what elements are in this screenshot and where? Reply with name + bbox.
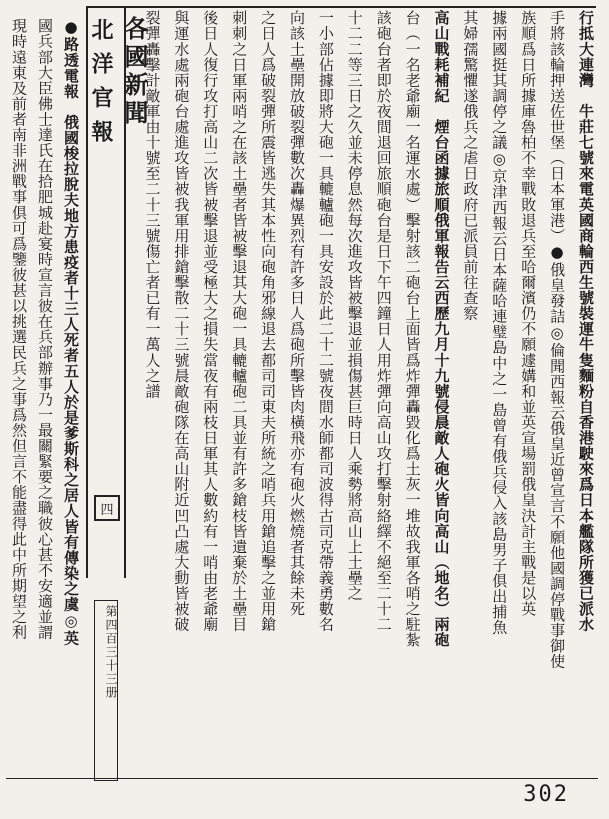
page-number: 302 — [523, 782, 569, 807]
text-column: 據兩國挺其調停之議◎京津西報云日本薩哈連璧島中之一島曾有俄兵侵入該島男子俱出捕魚 — [490, 10, 509, 635]
text-column: 台（一名老爺廟一名運水處）擊射該二砲台上面皆爲炸彈轟毀化爲土灰一堆故我軍各哨之駐紮 — [403, 10, 422, 648]
text-column: 手將該輪押送佐世堡（日本軍港）●俄皇發詰◎倫聞西報云俄皇近曾宣言不願他國調停戰事御使 — [548, 10, 567, 670]
banner-issue-label: 第四百三十三册 — [94, 600, 118, 781]
text-column: 族順爲日所據庫魯柏不幸戰敗退兵至哈爾濱仍不願遽媾和並英宣場罰俄皇決計主戰是以英 — [519, 10, 538, 617]
text-column: 後日人復行攻打高山二次皆被擊退並受極大之損失當夜有兩枝日軍其人數約有一哨由老爺廟 — [201, 10, 220, 632]
text-column: 十二二等三日之久並未停息然每次進攻皆被擊退並損傷甚巨時日人乘勢將高山上土壘之 — [345, 10, 364, 601]
text-column: 國兵部大臣佛士達氏在拾肥城赴宴時宣言彼在兵部辦事乃一最關緊要之職彼心甚不安適並謂 — [36, 18, 54, 640]
banner-title: 北洋官報 — [88, 18, 114, 154]
text-column: 向該土壘開放破裂彈數次轟爆異烈有許多日人爲砲所擊皆肉橫飛亦有砲火燃燒者其餘未死 — [288, 10, 306, 617]
top-rule — [86, 6, 596, 8]
text-column: 之日人爲破裂彈所震皆逃失其本性向砲角邪線退去都司司東夫所統之哨兵用鎗追擊之並用鎗 — [259, 10, 278, 632]
text-column: 行抵大連灣 牛莊七號來電英國商輪西生號裝運牛隻麵粉自香港駛來爲日本艦隊所獲已派水 — [577, 10, 595, 632]
text-column: 該砲台者即於夜間退回旅順砲台是日下午四鐘日人用炸彈向高山攻打擊射絡繹不絕至二十二 — [374, 10, 393, 632]
text-column: 刺刺之日軍兩哨之在該土壘者皆被擊退其大砲一具轆轤砲二具並有許多鎗枝皆遺棄於土壘目 — [230, 10, 249, 632]
text-column: 裂彈轟擊計敵軍由十號至二十三號傷亡者已有一萬人之譜 — [143, 10, 162, 399]
text-column: 高山戰耗補紀 煙台函據旅順俄軍報告云西歷九月十九號侵晨敵人砲火皆向高山（地名）兩砲 — [432, 10, 451, 648]
text-column: ●路透電報 俄國梭拉脫夫地方患疫者十三人死者五人於是爹斯科之居人皆有傳染之虞◎英 — [62, 18, 80, 646]
banner-page-marker: 四 — [94, 495, 120, 521]
text-column: 一小部佔據即將大砲一具轆轤砲一具安設於此二十二號夜間水師都司波得古司克帶義勇數名 — [316, 10, 335, 632]
text-column: 其婦孺驚懼遂俄兵之虐日政府已派員前往查察 — [461, 10, 480, 321]
text-column: 與運水處兩砲台處進攻皆被我軍用排鎗擊散二十三號晨敵砲隊在高山附近凹凸處大動皆被破 — [172, 10, 191, 632]
section-heading: 各國新聞 — [120, 16, 149, 128]
text-column: 現時遠東及前者南非洲戰事俱可爲鑒彼甚以挑選民兵之事爲然但言不能盡得此中所期望之利 — [10, 18, 28, 640]
